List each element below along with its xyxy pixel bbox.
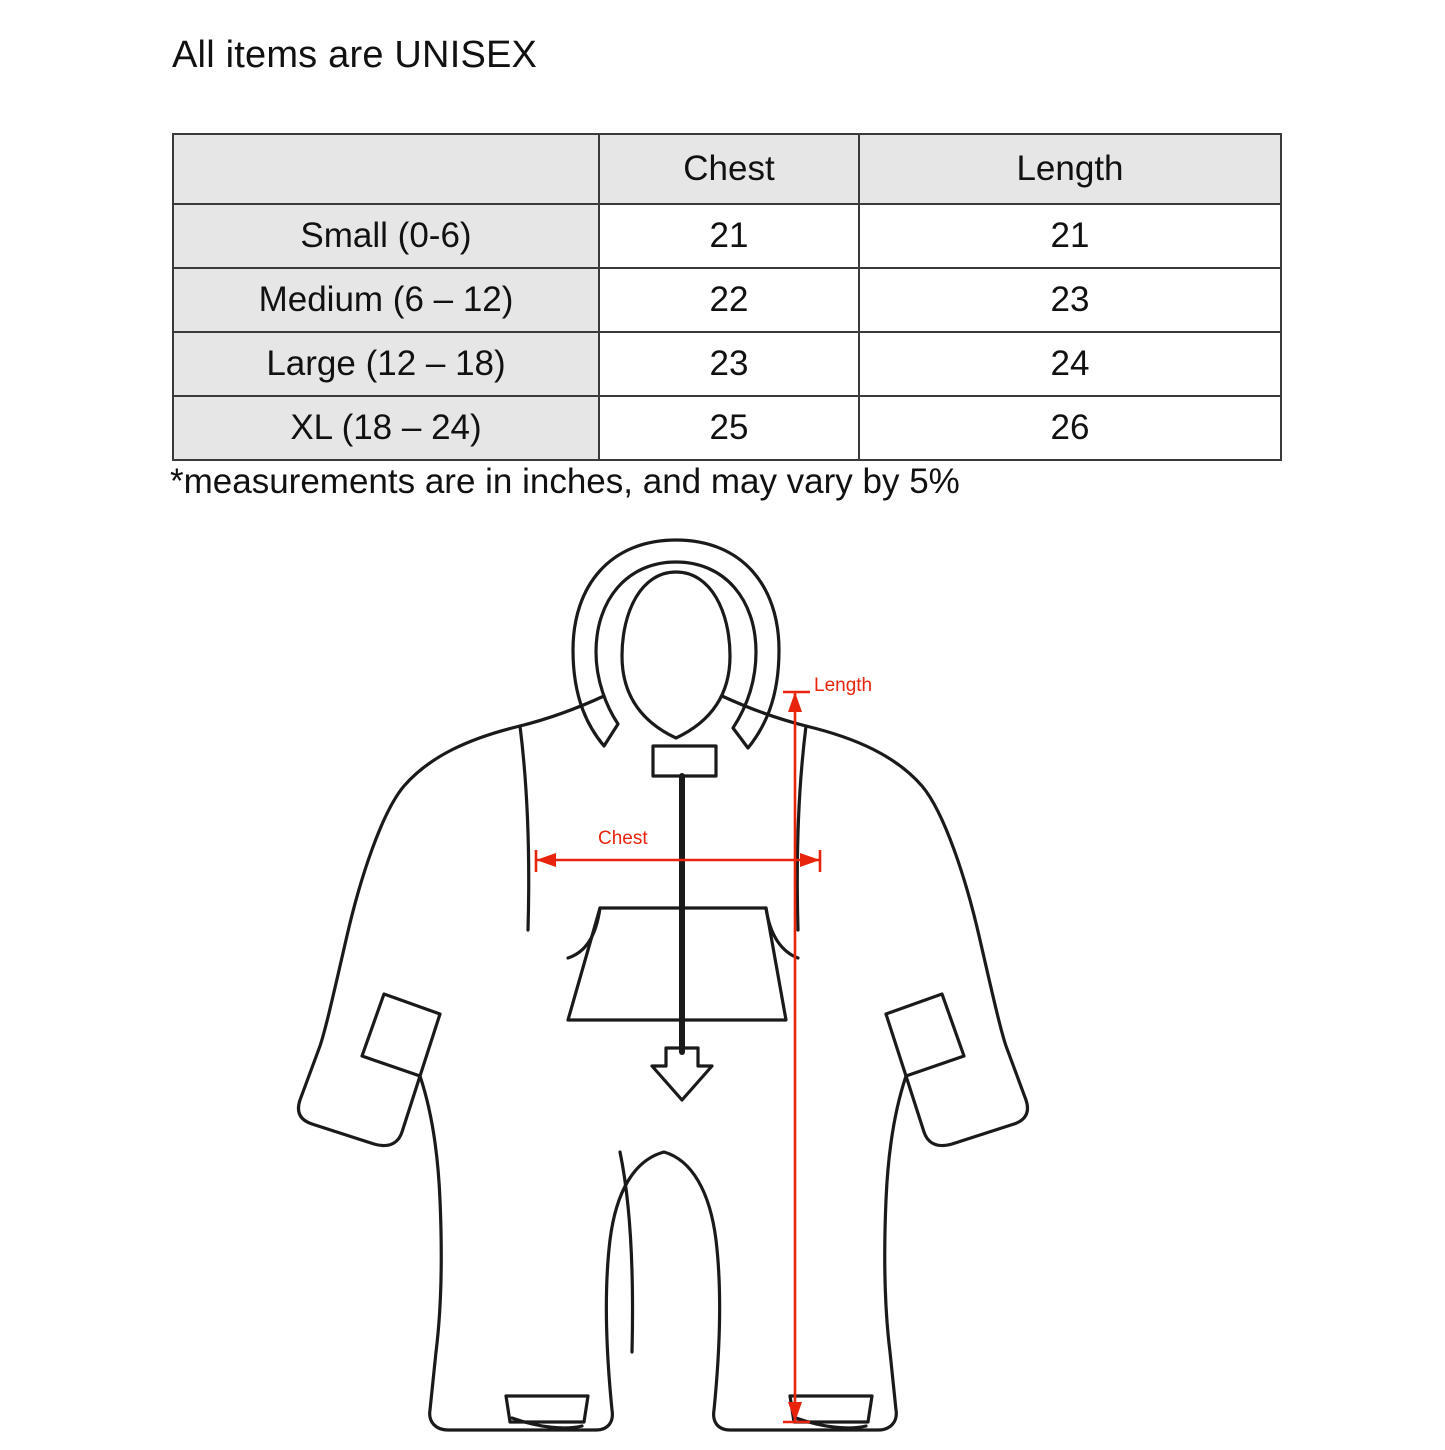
cell-size: Medium (6 – 12) xyxy=(173,268,599,332)
cell-length: 26 xyxy=(859,396,1281,460)
column-header-length: Length xyxy=(859,134,1281,204)
table-header-row xyxy=(173,134,1281,204)
cell-chest: 23 xyxy=(599,332,859,396)
table-row xyxy=(173,332,1281,396)
garment-diagram xyxy=(0,500,1445,1445)
cell-length: 24 xyxy=(859,332,1281,396)
cell-size: Small (0-6) xyxy=(173,204,599,268)
cell-chest: 22 xyxy=(599,268,859,332)
cell-length: 23 xyxy=(859,268,1281,332)
chest-measurement-label: Chest xyxy=(598,828,648,849)
table-header xyxy=(173,134,1281,204)
cell-length: 21 xyxy=(859,204,1281,268)
snowsuit-outline xyxy=(299,540,1028,1430)
column-header-chest: Chest xyxy=(599,134,859,204)
table-body xyxy=(173,204,1281,460)
measurement-note: *measurements are in inches, and may vary by 5% xyxy=(170,462,960,501)
cell-chest: 25 xyxy=(599,396,859,460)
table-row xyxy=(173,204,1281,268)
size-chart-table xyxy=(172,133,1282,461)
column-header-size xyxy=(173,134,599,204)
length-measurement-label: Length xyxy=(814,675,873,696)
table-row xyxy=(173,396,1281,460)
cell-size: Large (12 – 18) xyxy=(173,332,599,396)
cell-chest: 21 xyxy=(599,204,859,268)
measurement-guides xyxy=(536,692,820,1422)
table-row xyxy=(173,268,1281,332)
cell-size: XL (18 – 24) xyxy=(173,396,599,460)
page-title: All items are UNISEX xyxy=(172,34,538,76)
